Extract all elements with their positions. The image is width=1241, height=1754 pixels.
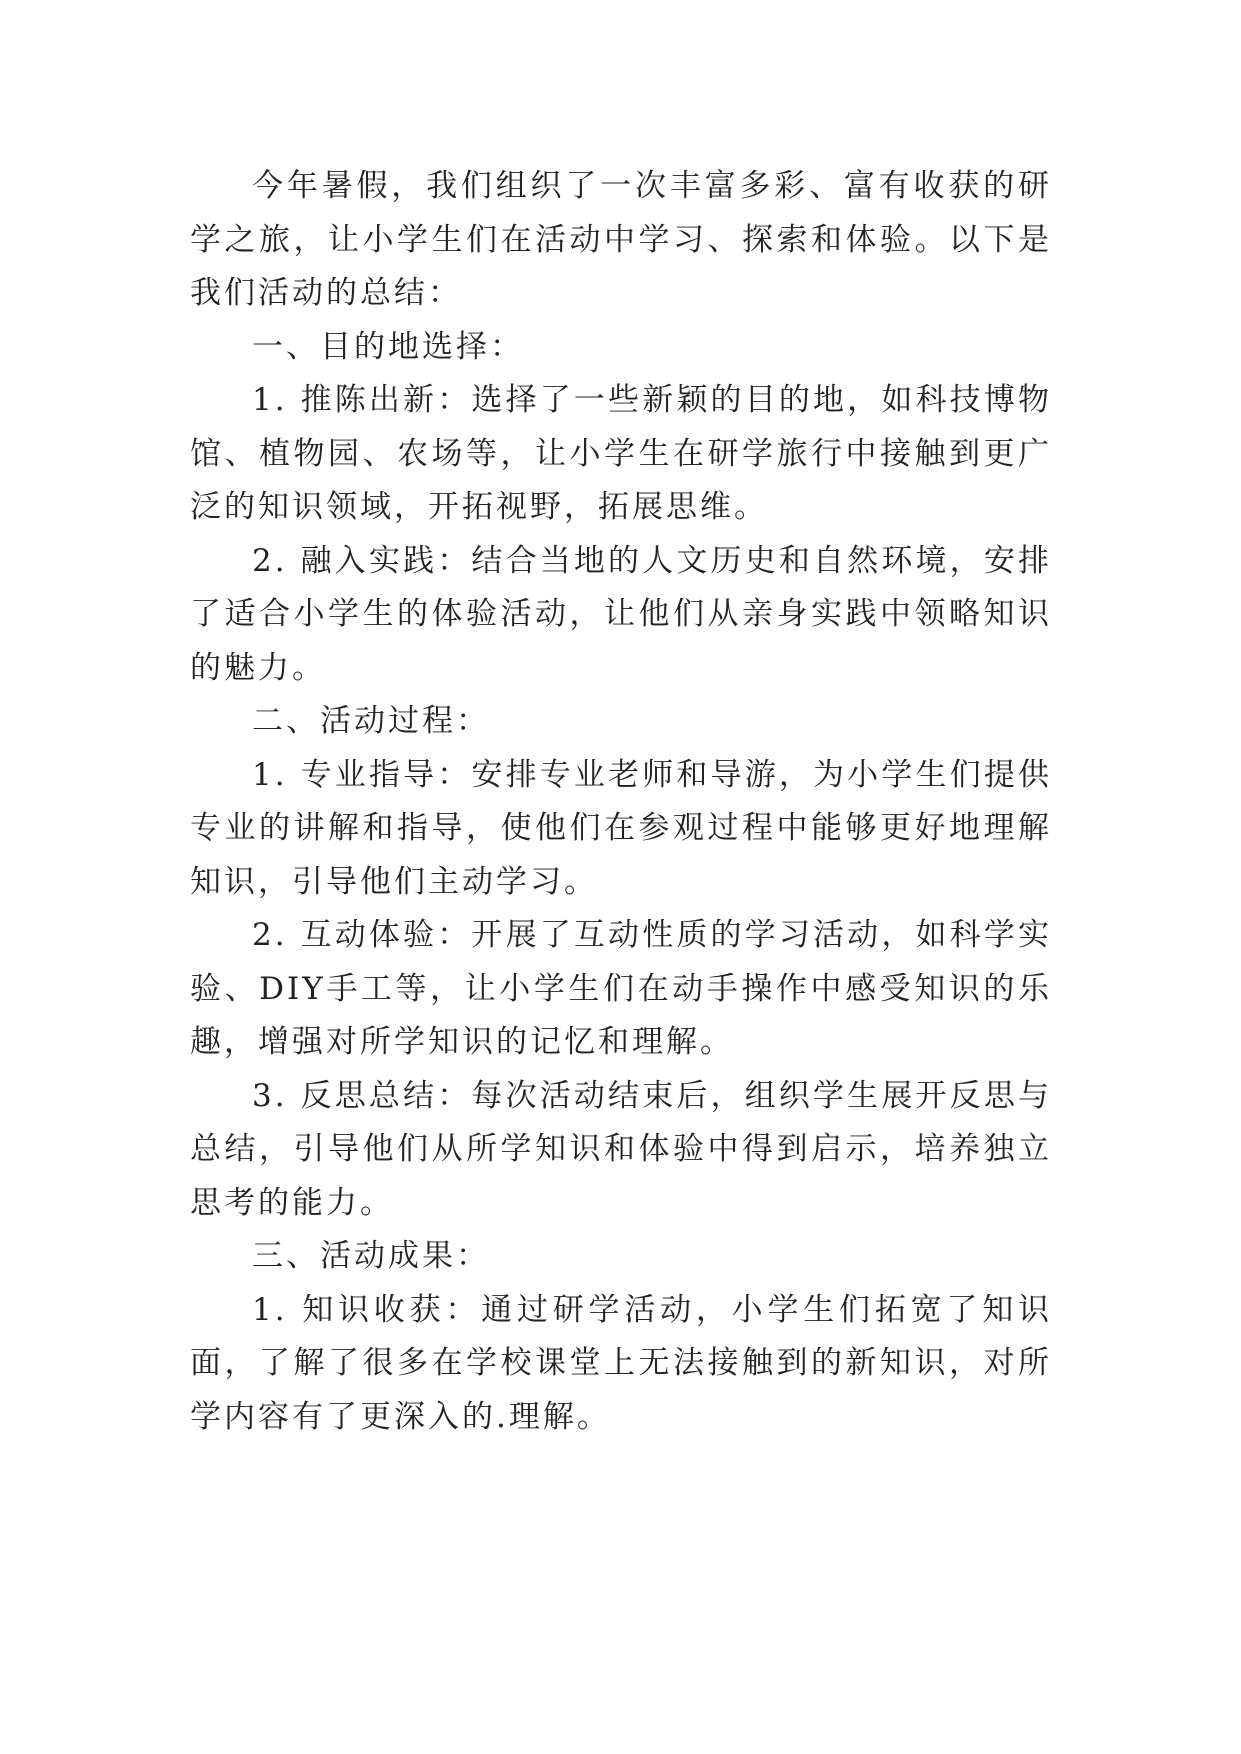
list-item: 1. 推陈出新：选择了一些新颖的目的地，如科技博物馆、植物园、农场等，让小学生在研学旅行中接触到更广泛的知识领域，开拓视野，拓展思维。 — [190, 382, 1052, 525]
section-heading-destination: 一、目的地选择： — [252, 328, 524, 365]
section-heading-results: 三、活动成果： — [252, 1238, 490, 1274]
list-item: 3. 反思总结：每次活动结束后，组织学生展开反思与总结，引导他们从所学知识和体验中得到启示，培养独立思考的能力。 — [190, 1077, 1052, 1221]
list-item: 2. 融入实践：结合当地的人文历史和自然环境，安排了适合小学生的体验活动，让他们从亲身实践中领略知识的魅力。 — [190, 542, 1052, 686]
list-item: 1. 专业指导：安排专业老师和导游，为小学生们提供专业的讲解和指导，使他们在参观过程中能够更好地理解知识，引导他们主动学习。 — [190, 756, 1052, 900]
list-item: 1. 知识收获：通过研学活动，小学生们拓宽了知识面，了解了很多在学校课堂上无法接触到的新知识，对所学内容有了更深入的.理解。 — [190, 1291, 1052, 1435]
document-body — [190, 160, 1052, 1444]
section-heading-process: 二、活动过程： — [252, 703, 490, 739]
list-item: 2. 互动体验：开展了互动性质的学习活动，如科学实验、DIY手工等，让小学生们在动手操作中感受知识的乐趣，增强对所学知识的记忆和理解。 — [190, 917, 1052, 1060]
intro-paragraph: 今年暑假，我们组织了一次丰富多彩、富有收获的研学之旅，让小学生们在活动中学习、探索和体验。以下是我们活动的总结： — [190, 168, 1052, 311]
